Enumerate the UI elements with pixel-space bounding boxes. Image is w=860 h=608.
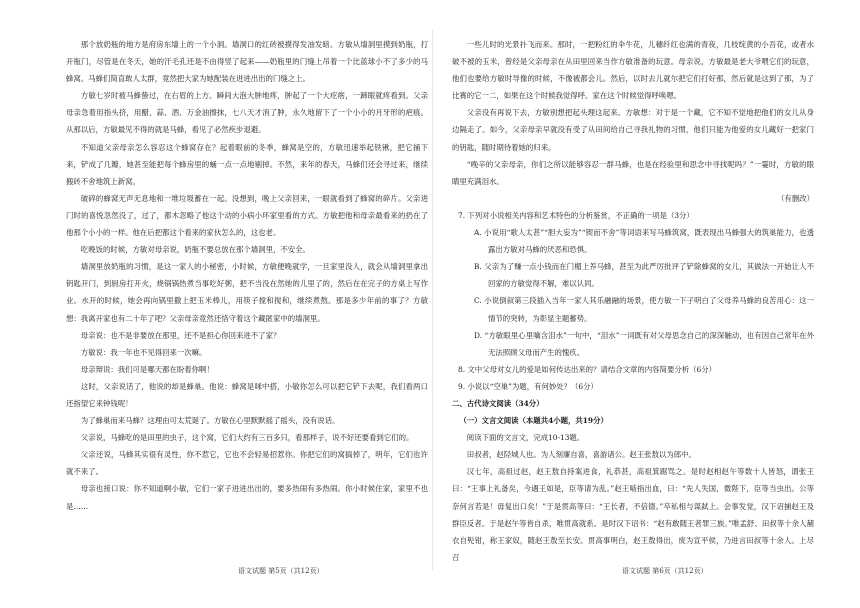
classical-text-paragraph: 田叔者，赵陉城人也。为人刻廉自喜，喜游诸公。赵王张敖以为郎中。 xyxy=(466,450,696,460)
story-paragraph: 不知道父亲母亲怎么容忍这个蜂窝存在？起着眼前的冬季，蜂窝是空的，方敏迅速举起铁锹，把它捅下来，铲成了几瓣，她甚至能把每个蜂房里的蛹一点一点地剔掉。不然，来年的春天，马蜂们还会寻过来，继续搬砖不舍地筑上新窝。 xyxy=(66,142,428,186)
story-paragraph: 为了蜂巢而来马蜂？这理由可太荒诞了。方敏在心里默默摇了摇头，没有说话。 xyxy=(80,416,340,426)
page-5-column xyxy=(66,36,428,556)
source-note: （有删改） xyxy=(777,193,814,203)
answer-option: D. “方敏眼里心里噙含泪水”一句中，“泪水”一词既有对父母思念自己的深深触动，也有因自己常年在外无法照顾父母而产生的愧疚。 xyxy=(474,330,814,357)
page-5-footer: 语文试题 第5页（共12页） xyxy=(238,567,324,575)
question-item: 7. 下列对小说相关内容和艺术特色的分析鉴赏，不正确的一项是（3分） xyxy=(458,210,694,220)
answer-option: C. 小说倒叙第三段插入当年一家人其乐融融的场景，使方敏一下子明白了父母养马蜂的良苦用心：这一情节的突转，为彰显主题蓄势。 xyxy=(474,296,814,323)
reading-instruction: 阅读下面的文言文，完成10-13题。 xyxy=(466,433,585,443)
question-item: 9. 小说以“空巢”为题，有何妙处？（6分） xyxy=(458,381,598,391)
story-paragraph: 母亲辩说：我们可是哪天都在盼着你啊！ xyxy=(80,364,214,374)
subsection-title: （一）文言文阅读（本题共4小题，共19分） xyxy=(459,416,608,426)
story-paragraph: 父亲没有再说下去，方敏别想把起头理这起来。方敏想：对于是一个藏，它不知不觉地把他们的女儿从身边隔走了。如今，父亲母亲早就没有受了从田间给自己寻我礼物的习惯，他们只能为他爱的女儿藏好一把家门的钥匙，随时期待着她的归来。 xyxy=(452,108,814,152)
story-paragraph: 这时，父亲说话了，他说的却是蜂巢。他说：蜂窝是咪中搭，小敏你怎么可以把它铲下去呢，我们看两口还指望它来钟钱呢！ xyxy=(66,381,428,408)
classical-text-paragraph: 汉七年，高祖过赵，赵王敖自持案进食，礼恭甚，高祖箕踞骂之。是时赵相赵午等数十人皆怒，谓张王曰：“王事上礼备矣，今遇王如是，臣等请为乱。”赵王啮指出血，曰：“先人失国，微陛下，臣等当虫出。公等奈何言若是！毋复出口矣！”于是贯高等曰：“王长者，不倍德。”卒私相与谋弑上。会事发觉，汉下诏捕赵王及群臣反者。于是赵午等皆自杀，唯贯高就系。是时汉下诏书：“赵有敢随王者罪三族。”唯孟舒、田叔等十余人赭衣自髡钳，称王家奴，随赵王敖至长安。贯高事明白，赵王敖得出，废为宣平侯，乃进言田叔等十余人。上尽召 xyxy=(452,467,814,562)
story-paragraph: 父亲还说，马蜂其实很有灵性，你不惹它，它也不会轻易招惹你。你把它们的窝搞掉了，明年，它们也许就不来了。 xyxy=(66,450,428,477)
page-divider xyxy=(432,30,433,570)
story-paragraph: “晚辛的父亲母亲，你们之所以能够容忍一群马蜂，也是在经验里和思念中寻找呢吗？”一霎时，方敏的眼睛里充满泪水。 xyxy=(452,159,814,186)
story-paragraph: 一些儿时的光景扑飞而来。那时，一把粉红的伞牛花，儿穗纤红也满的青夜，几枝绽黄的小吾花，或者水破不被的玉米，曾经是父亲母亲在从田里回来当作方敏准备的玩意。母亲说，方敏最是老大爷喂它们的玩意，他们也要给方敏时导像的时候，不像被都会儿。然后，以时去儿就尔把它们打好那，然后就是这到了那，为了比赛的它一二，如果在这个时候我觉得呼。家在这个时候觉得呼唤嗯。 xyxy=(452,40,814,101)
page-6-column xyxy=(452,36,814,562)
story-paragraph: 那个放奶瓶的地方是府房东墙上的一个小洞。墙洞口的红砖被摸得发油发暗。方敏从墙洞里摸到奶瓶，打开瓶门，尽管是在冬天，她的汗毛孔还是不由得竖了起来——奶瓶里的门缝上吊着一个比蓝球小不了多少的马蜂窝。马蜂们简直敢人太群，竟然把大家为她配装在进进出出的门缝之上。 xyxy=(66,40,428,84)
story-paragraph: 墙洞里放奶瓶的习惯，是这一家人的小秘密，小时候，方敏便晚就学，一旦家里没人，就会从墙洞里拿出钥匙开门，到厨房打开火，烧锅锅热煮当事吃好粥，把不当没在然她的儿里了的，然后在在完子的方桌上写作业。水开的时候，她会再向锅里撒上把玉米棒儿，用筷子搅和搅和，继续煮熬。那是多少年前的事了？方敏想：我离开家也有二十年了吧？父亲母亲竟然还恪守着这个藏匿家中的墙洞里。 xyxy=(66,262,428,323)
question-item: 8. 文中父母对女儿的爱是如何传达出来的？请结合文章的内容简要分析（6分） xyxy=(458,364,716,374)
story-paragraph: 母亲说：也不是非要放在那里，还不是担心你回来进不了家？ xyxy=(80,330,281,340)
story-paragraph: 吃晚饭的时候，方敏对母亲说，奶瓶不要总放在那个墙洞里，不安全。 xyxy=(80,245,310,255)
answer-option: B. 父亲为了赚一点小钱而在门楣上养马蜂，甚至为此严厉批评了铲除蜂窝的女儿，其做法一开始让人不回家的方敏觉得不解，难以认同。 xyxy=(474,262,814,289)
story-paragraph: 父亲说，马蜂吃的是田里的虫子，这个窝，它们大约有三百多只，看那样子，说不好还要看到它们的。 xyxy=(80,433,414,443)
answer-option: A. 小说用“歌人太甚”“胆大妄为”“锲而不舍”等词语来写马蜂筑窝，既表现出马蜂强大的筑巢能力，也透露出方敏对马蜂的厌恶和恐惧。 xyxy=(474,228,814,255)
section-title: 二、古代诗文阅读（34分） xyxy=(452,398,544,408)
story-paragraph: 方敏说：我一年也不见得回来一次嘛。 xyxy=(80,347,207,357)
page-6-footer: 语文试题 第6页（共12页） xyxy=(622,567,708,575)
story-paragraph: 破碎的蜂窝无声无息地和一堆垃圾蓄在一起。没想到，晚上父亲回来，一眼就看到了蜂窝的碎片。父亲进门时的喜悦忽然没了，过了，都木忽略了他这个动的小病小环家里看的方式。方敏把他和母亲最看来的扔在了他那个小小的一样。他在后把都这个看来的家伙怎么的，这也老。 xyxy=(66,193,428,238)
story-paragraph: 方敏七岁时被马蜂蛰过，在右眉的上方。瞬间大泡大肿地疼，肿起了一个大疙瘩，一蹄眼就疼看到。父亲母亲急着用指头挤，用醋、蒜、酒、万金油擦抹，七八天才消了肿，永久地留下了一个小小的月牙形的疤痕。从那以后，方敏最见不得的就是马蜂，看见了必然疾步退避。 xyxy=(66,91,428,135)
story-paragraph: 母亲也接口说：你不知道啊小敏，它们一家子进进出出的，要多热闹有多热闹。你小时候住家，家里不也是…… xyxy=(66,484,428,511)
